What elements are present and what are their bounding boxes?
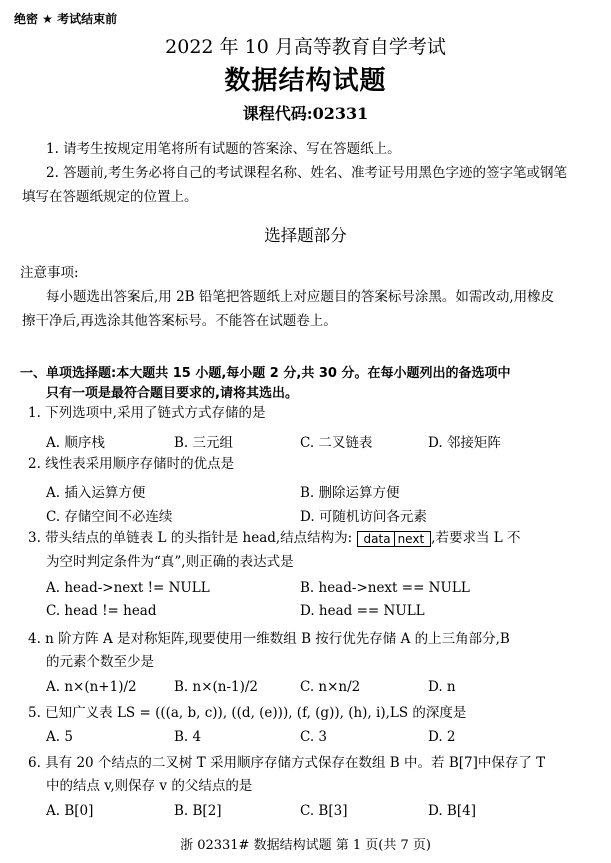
section-title: 选择题部分 <box>264 226 347 245</box>
question-4-option-b: B. n×(n-1)/2 <box>174 679 259 695</box>
question-6-option-a: A. B[0] <box>46 803 94 819</box>
notice-line-2: 擦干净后,再选涂其他答案标号。不能答在试题卷上。 <box>22 313 337 329</box>
question-5-option-b: B. 4 <box>174 729 202 745</box>
question-3-option-a: A. head->next != NULL <box>46 580 210 596</box>
part-one-heading-cont: 只有一项是最符合题目要求的,请将其选出。 <box>46 386 298 401</box>
page-footer: 浙 02331# 数据结构试题 第 1 页(共 7 页) <box>180 838 431 853</box>
question-6-option-c: C. B[3] <box>300 803 348 819</box>
question-6-stem-2: 中的结点 v,则保存 v 的父结点的是 <box>46 778 253 794</box>
question-4-stem: 4. n 阶方阵 A 是对称矩阵,现要使用一维数组 B 按行优先存储 A 的上三角部分,B <box>28 631 510 647</box>
exam-title: 2022 年 10 月高等教育自学考试 <box>165 36 446 58</box>
node-structure-box <box>357 531 432 547</box>
question-3-option-d: D. head == NULL <box>300 603 425 619</box>
question-3-option-c: C. head != head <box>46 603 157 619</box>
notice-line-1: 每小题选出答案后,用 2B 铅笔把答题纸上对应题目的答案标号涂黑。如需改动,用橡皮 <box>46 289 555 305</box>
question-2-option-a: A. 插入运算方便 <box>46 485 146 501</box>
question-5-option-a: A. 5 <box>46 729 73 745</box>
question-5-stem: 5. 已知广义表 LS = (((a, b, c)), ((d, (e))), (f, (g)), (h), i),LS 的深度是 <box>28 705 467 721</box>
node-field-next: next <box>394 532 428 546</box>
question-1-option-d: D. 邻接矩阵 <box>428 435 501 451</box>
question-1-option-b: B. 三元组 <box>174 435 234 451</box>
question-5-option-d: D. 2 <box>428 729 456 745</box>
question-2-stem: 2. 线性表采用顺序存储时的优点是 <box>28 456 235 472</box>
question-4-option-d: D. n <box>428 679 456 695</box>
question-4-stem-2: 的元素个数至少是 <box>46 654 154 670</box>
question-1-option-c: C. 二叉链表 <box>300 435 373 451</box>
question-3-stem-before: 3. 带头结点的单链表 L 的头指针是 head,结点结构为: <box>28 530 353 546</box>
question-3-stem-after: ,若要求当 L 不 <box>431 530 521 546</box>
question-2-option-c: C. 存储空间不必连续 <box>46 509 173 525</box>
question-4-option-c: C. n×n/2 <box>300 679 361 695</box>
question-1-stem: 1. 下列选项中,采用了链式方式存储的是 <box>28 405 266 421</box>
question-3-option-b: B. head->next == NULL <box>300 580 470 596</box>
notice-label: 注意事项: <box>20 265 79 281</box>
question-6-stem: 6. 具有 20 个结点的二叉树 T 采用顺序存储方式保存在数组 B 中。若 B[7]中保存了 T <box>28 755 546 771</box>
node-field-data: data <box>363 531 391 546</box>
question-2-option-b: B. 删除运算方便 <box>300 485 400 501</box>
subject-title: 数据结构试题 <box>224 66 387 96</box>
question-6-option-d: D. B[4] <box>428 803 476 819</box>
question-5-option-c: C. 3 <box>300 729 328 745</box>
question-1-option-a: A. 顺序栈 <box>46 435 105 451</box>
instruction-2-cont: 填写在答题纸规定的位置上。 <box>22 189 198 205</box>
instruction-2: 2. 答题前,考生务必将自己的考试课程名称、姓名、准考证号用黑色字迹的签字笔或钢笔 <box>46 165 567 181</box>
question-2-option-d: D. 可随机访问各元素 <box>300 509 427 525</box>
course-code: 课程代码:02331 <box>242 104 369 123</box>
part-one-heading: 一、单项选择题:本大题共 15 小题,每小题 2 分,共 30 分。在每小题列出的备选项中 <box>20 366 511 381</box>
question-3-stem <box>28 527 521 549</box>
question-3-stem-2: 为空时判定条件为“真”,则正确的表达式是 <box>46 554 294 570</box>
question-6-option-b: B. B[2] <box>174 803 222 819</box>
confidential-label: 绝密 ★ 考试结束前 <box>14 12 118 26</box>
question-4-option-a: A. n×(n+1)/2 <box>46 679 137 695</box>
instruction-1: 1. 请考生按规定用笔将所有试题的答案涂、写在答题纸上。 <box>46 141 401 157</box>
